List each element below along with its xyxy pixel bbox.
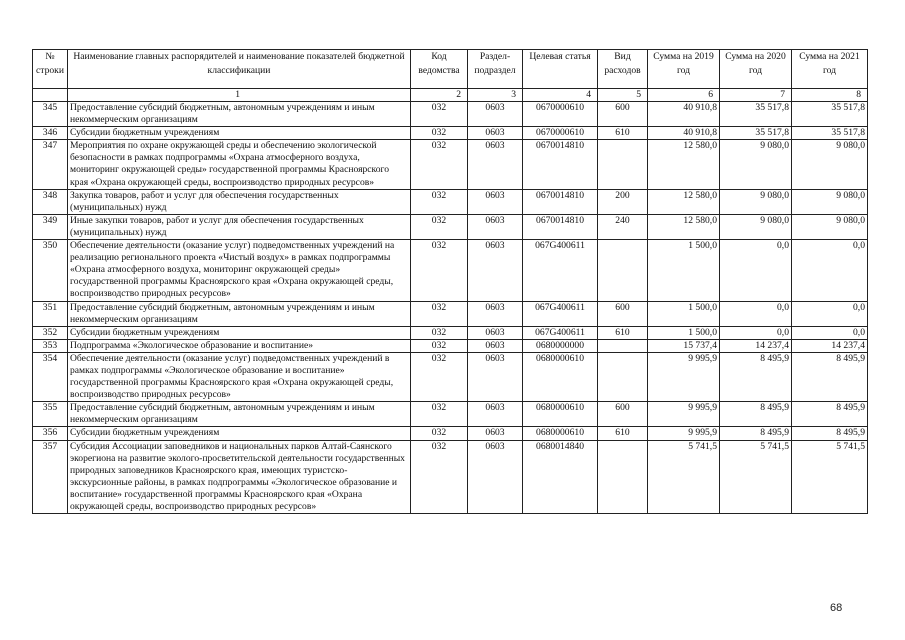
row-number: 349 <box>33 214 68 239</box>
row-section: 0603 <box>468 102 523 127</box>
row-sum-2019: 15 737,4 <box>648 339 720 352</box>
row-section: 0603 <box>468 440 523 514</box>
row-number: 357 <box>33 440 68 514</box>
row-sum-2021: 0,0 <box>792 301 868 326</box>
row-sum-2019: 12 580,0 <box>648 189 720 214</box>
row-sum-2020: 35 517,8 <box>720 102 792 127</box>
row-name: Субсидии бюджетным учреждениям <box>68 326 411 339</box>
row-department-code: 032 <box>411 326 468 339</box>
row-sum-2021: 9 080,0 <box>792 214 868 239</box>
row-name: Субсидии бюджетным учреждениям <box>68 127 411 140</box>
row-sum-2019: 12 580,0 <box>648 140 720 189</box>
column-number: 4 <box>523 89 598 102</box>
row-sum-2020: 9 080,0 <box>720 189 792 214</box>
row-sum-2021: 5 741,5 <box>792 440 868 514</box>
row-sum-2019: 5 741,5 <box>648 440 720 514</box>
row-name: Субсидии бюджетным учреждениям <box>68 427 411 440</box>
row-sum-2020: 8 495,9 <box>720 352 792 401</box>
row-target-article: 0680014840 <box>523 440 598 514</box>
row-sum-2019: 9 995,9 <box>648 352 720 401</box>
row-number: 350 <box>33 240 68 301</box>
row-department-code: 032 <box>411 102 468 127</box>
row-number: 352 <box>33 326 68 339</box>
table-row <box>33 140 868 189</box>
row-section: 0603 <box>468 189 523 214</box>
row-name: Иные закупки товаров, работ и услуг для обеспечения государственных (муниципальных) нужд <box>68 214 411 239</box>
row-sum-2021: 0,0 <box>792 240 868 301</box>
row-sum-2021: 8 495,9 <box>792 402 868 427</box>
row-sum-2020: 0,0 <box>720 326 792 339</box>
row-section: 0603 <box>468 127 523 140</box>
row-name: Закупка товаров, работ и услуг для обеспечения государственных (муниципальных) нужд <box>68 189 411 214</box>
row-name: Предоставление субсидий бюджетным, автономным учреждениям и иным некоммерческим организациям <box>68 301 411 326</box>
column-number: 2 <box>411 89 468 102</box>
table-row <box>33 127 868 140</box>
row-section: 0603 <box>468 326 523 339</box>
table-row <box>33 189 868 214</box>
row-number: 354 <box>33 352 68 401</box>
row-department-code: 032 <box>411 301 468 326</box>
row-expense-type <box>598 440 648 514</box>
row-section: 0603 <box>468 240 523 301</box>
row-sum-2021: 9 080,0 <box>792 140 868 189</box>
row-number: 356 <box>33 427 68 440</box>
row-sum-2021: 8 495,9 <box>792 352 868 401</box>
column-number: 3 <box>468 89 523 102</box>
row-number: 347 <box>33 140 68 189</box>
row-department-code: 032 <box>411 189 468 214</box>
header-sum-2020: Сумма на 2020 год <box>720 50 792 89</box>
row-section: 0603 <box>468 402 523 427</box>
row-number: 348 <box>33 189 68 214</box>
table-row <box>33 301 868 326</box>
table-row <box>33 427 868 440</box>
row-department-code: 032 <box>411 402 468 427</box>
row-sum-2020: 9 080,0 <box>720 214 792 239</box>
row-expense-type <box>598 352 648 401</box>
row-sum-2021: 14 237,4 <box>792 339 868 352</box>
row-sum-2021: 35 517,8 <box>792 127 868 140</box>
row-expense-type: 600 <box>598 102 648 127</box>
header-expense-type: Вид расходов <box>598 50 648 89</box>
column-number: 1 <box>68 89 411 102</box>
row-expense-type: 600 <box>598 301 648 326</box>
table-row <box>33 214 868 239</box>
table-row <box>33 440 868 514</box>
row-department-code: 032 <box>411 339 468 352</box>
row-sum-2019: 1 500,0 <box>648 326 720 339</box>
column-number: 7 <box>720 89 792 102</box>
header-line-number: № строки <box>33 50 68 89</box>
row-name: Обеспечение деятельности (оказание услуг) подведомственных учреждений в рамках подпрограммы «Экологическое образование и воспитание» государственной программы Красноярского края «Охрана окружающей среды, воспроизводство природных ресурсов» <box>68 352 411 401</box>
page-number: 68 <box>830 602 843 614</box>
table-row <box>33 339 868 352</box>
row-sum-2021: 35 517,8 <box>792 102 868 127</box>
row-department-code: 032 <box>411 240 468 301</box>
row-sum-2020: 5 741,5 <box>720 440 792 514</box>
row-target-article: 0670014810 <box>523 214 598 239</box>
row-sum-2020: 8 495,9 <box>720 402 792 427</box>
row-expense-type <box>598 140 648 189</box>
column-number: 8 <box>792 89 868 102</box>
row-number: 345 <box>33 102 68 127</box>
row-sum-2019: 9 995,9 <box>648 402 720 427</box>
row-sum-2021: 0,0 <box>792 326 868 339</box>
row-sum-2019: 9 995,9 <box>648 427 720 440</box>
row-section: 0603 <box>468 427 523 440</box>
row-name: Подпрограмма «Экологическое образование и воспитание» <box>68 339 411 352</box>
header-name: Наименование главных распорядителей и наименование показателей бюджетной классификации <box>68 50 411 89</box>
row-department-code: 032 <box>411 440 468 514</box>
row-expense-type: 610 <box>598 127 648 140</box>
header-target-article: Целевая статья <box>523 50 598 89</box>
row-sum-2020: 35 517,8 <box>720 127 792 140</box>
row-department-code: 032 <box>411 214 468 239</box>
row-target-article: 0670014810 <box>523 189 598 214</box>
row-expense-type: 610 <box>598 427 648 440</box>
row-expense-type <box>598 240 648 301</box>
row-target-article: 0670000610 <box>523 127 598 140</box>
column-number <box>33 89 68 102</box>
table-row <box>33 102 868 127</box>
header-sum-2019: Сумма на 2019 год <box>648 50 720 89</box>
row-sum-2019: 12 580,0 <box>648 214 720 239</box>
table-row <box>33 326 868 339</box>
row-section: 0603 <box>468 352 523 401</box>
row-sum-2021: 9 080,0 <box>792 189 868 214</box>
row-name: Мероприятия по охране окружающей среды и обеспечению экологической безопасности в рамках подпрограммы «Охрана атмосферного воздуха, мониторинг окружающей среды» государственной программы Красноярского края «Охрана окружающей среды, воспроизводство природных ресурсов» <box>68 140 411 189</box>
row-department-code: 032 <box>411 352 468 401</box>
header-sum-2021: Сумма на 2021 год <box>792 50 868 89</box>
column-number: 5 <box>598 89 648 102</box>
row-target-article: 0670014810 <box>523 140 598 189</box>
row-sum-2021: 8 495,9 <box>792 427 868 440</box>
row-expense-type: 200 <box>598 189 648 214</box>
row-expense-type: 600 <box>598 402 648 427</box>
row-number: 355 <box>33 402 68 427</box>
row-target-article: 067G400611 <box>523 301 598 326</box>
row-sum-2020: 0,0 <box>720 301 792 326</box>
row-target-article: 0680000610 <box>523 402 598 427</box>
row-target-article: 0680000000 <box>523 339 598 352</box>
row-number: 351 <box>33 301 68 326</box>
row-section: 0603 <box>468 214 523 239</box>
row-sum-2020: 14 237,4 <box>720 339 792 352</box>
row-name: Обеспечение деятельности (оказание услуг) подведомственных учреждений на реализацию регионального проекта «Чистый воздух» в рамках подпрограммы «Охрана атмосферного воздуха, мониторинг окружающей среды» государственной программы Красноярского края «Охрана окружающей среды, воспроизводство природных ресурсов» <box>68 240 411 301</box>
row-department-code: 032 <box>411 127 468 140</box>
header-row <box>33 50 868 89</box>
row-target-article: 0670000610 <box>523 102 598 127</box>
row-section: 0603 <box>468 140 523 189</box>
row-target-article: 0680000610 <box>523 427 598 440</box>
table-row <box>33 240 868 301</box>
row-sum-2019: 1 500,0 <box>648 240 720 301</box>
row-department-code: 032 <box>411 427 468 440</box>
header-department-code: Код ведомства <box>411 50 468 89</box>
table-row <box>33 402 868 427</box>
row-sum-2020: 9 080,0 <box>720 140 792 189</box>
table-row <box>33 352 868 401</box>
row-sum-2019: 40 910,8 <box>648 127 720 140</box>
row-expense-type <box>598 339 648 352</box>
row-sum-2019: 1 500,0 <box>648 301 720 326</box>
budget-table <box>32 49 868 514</box>
row-name: Предоставление субсидий бюджетным, автономным учреждениям и иным некоммерческим организациям <box>68 102 411 127</box>
row-number: 346 <box>33 127 68 140</box>
row-department-code: 032 <box>411 140 468 189</box>
row-section: 0603 <box>468 339 523 352</box>
row-name: Субсидия Ассоциации заповедников и национальных парков Алтай-Саянского экорегиона на развитие эколого-просветительской деятельности государственных природных заповедников Красноярского края, имеющих туристско-экскурсионные районы, в рамках подпрограммы «Экологическое образование и воспитание» государственной программы Красноярского края «Охрана окружающей среды, воспроизводство природных ресурсов» <box>68 440 411 514</box>
row-sum-2020: 8 495,9 <box>720 427 792 440</box>
row-section: 0603 <box>468 301 523 326</box>
row-expense-type: 610 <box>598 326 648 339</box>
row-target-article: 0680000610 <box>523 352 598 401</box>
row-number: 353 <box>33 339 68 352</box>
row-target-article: 067G400611 <box>523 240 598 301</box>
row-name: Предоставление субсидий бюджетным, автономным учреждениям и иным некоммерческим организациям <box>68 402 411 427</box>
row-target-article: 067G400611 <box>523 326 598 339</box>
row-sum-2019: 40 910,8 <box>648 102 720 127</box>
row-expense-type: 240 <box>598 214 648 239</box>
column-number: 6 <box>648 89 720 102</box>
header-section: Раздел- подраздел <box>468 50 523 89</box>
row-sum-2020: 0,0 <box>720 240 792 301</box>
column-number-row <box>33 89 868 102</box>
